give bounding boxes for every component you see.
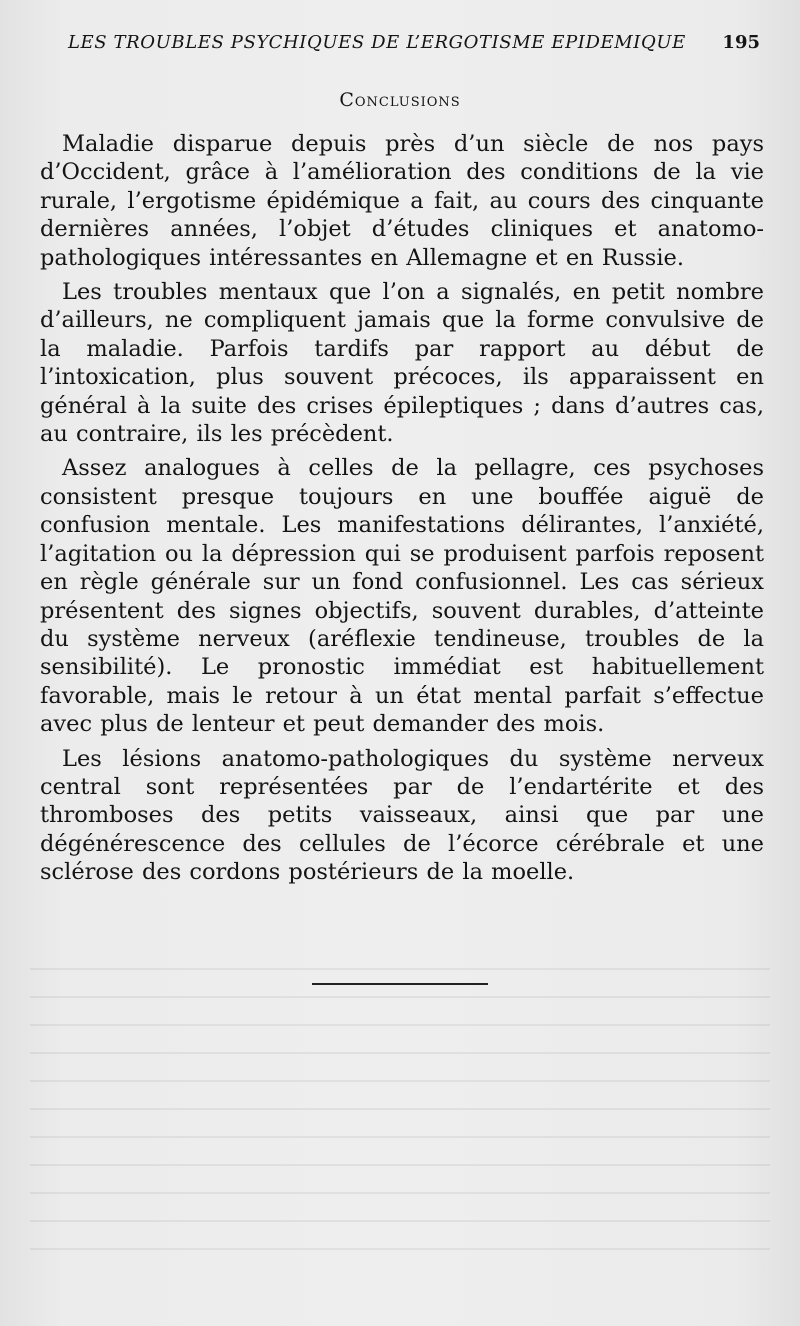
section-heading: Conclusions [339, 89, 461, 111]
show-through-texture [30, 950, 770, 1250]
running-header [68, 30, 768, 56]
section-end-rule [312, 983, 488, 985]
paragraph: Les lésions anatomo-pathologiques du système nerveux central sont représentées par de l’endartérite et des thromboses des petits vaisseaux, ainsi que par une dégénérescence des cellules de l’écorce cérébrale et une sclérose des cordons postérieurs de la moelle. [40, 745, 764, 886]
paragraph: Les troubles mentaux que l’on a signalés, en petit nombre d’ailleurs, ne compliquent jamais que la forme convulsive de la maladie. Parfois tardifs par rapport au début de l’intoxication, plus souvent précoces, ils apparaissent en général à la suite des crises épileptiques ; dans d’autres cas, au contraire, ils les précèdent. [40, 279, 764, 448]
page-number: 195 [722, 32, 760, 53]
paragraph: Maladie disparue depuis près d’un siècle de nos pays d’Occident, grâce à l’amélioration des conditions de la vie rurale, l’ergotisme épidémique a fait, au cours des cinquante dernières années, l’objet d’études cliniques et anatomo-pathologiques intéressantes en Allemagne et en Russie. [40, 131, 764, 271]
paragraph: Assez analogues à celles de la pellagre, ces psychoses consistent presque toujours en une bouffée aiguë de confusion mentale. Les manifestations délirantes, l’anxiété, l’agitation ou la dépression qui se produisent parfois reposent en règle générale sur un fond confusionnel. Les cas sérieux présentent des signes objectifs, souvent durables, d’atteinte du système nerveux (aréflexie tendineuse, troubles de la sensibilité). Le pronostic immédiat est habituellement favorable, mais le retour à un état mental parfait s’effectue avec plus de lenteur et peut demander des mois. [40, 455, 764, 738]
body-text [40, 130, 764, 893]
running-title: LES TROUBLES PSYCHIQUES DE L’ERGOTISME EPIDEMIQUE [68, 32, 686, 53]
